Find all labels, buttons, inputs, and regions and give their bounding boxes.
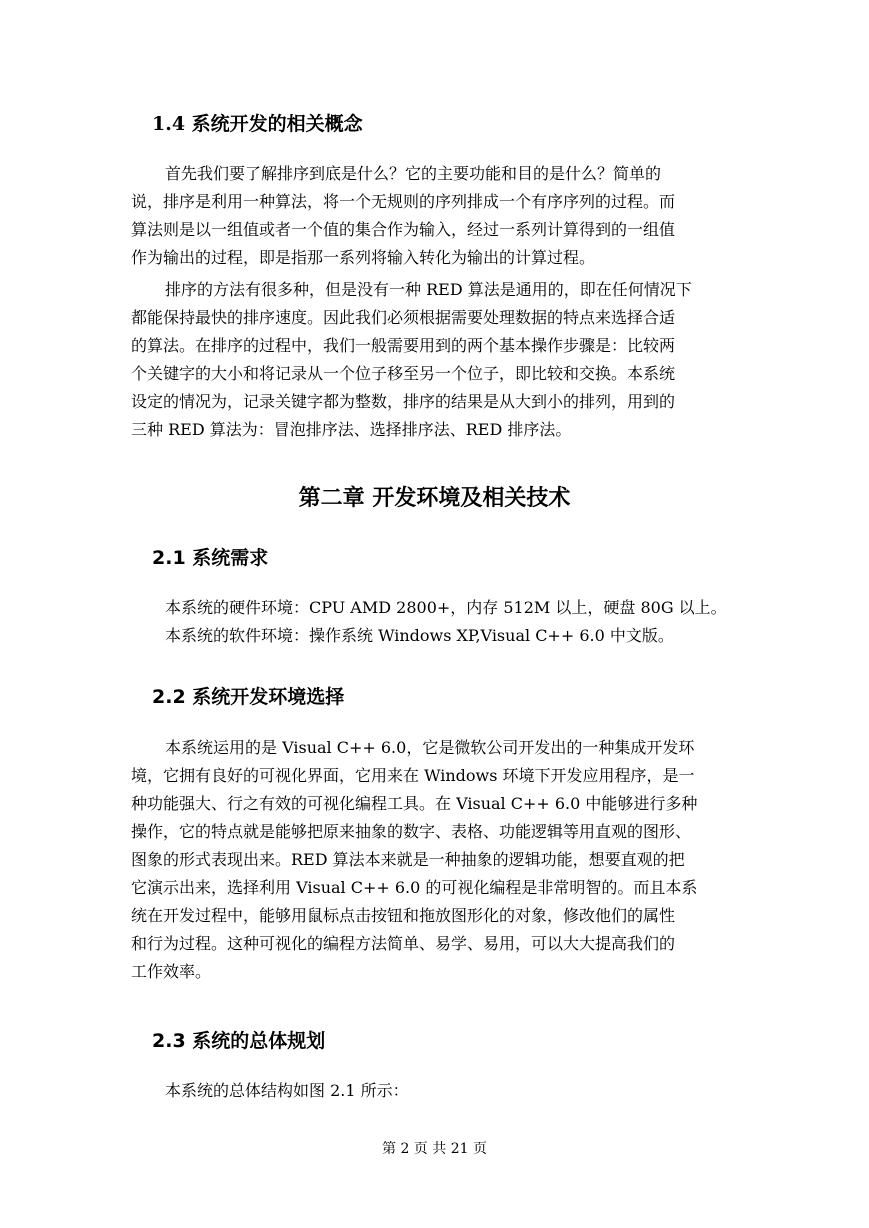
text-line: 图象的形式表现出来。RED 算法本来就是一种抽象的逻辑功能，想要直观的把 xyxy=(131,850,685,869)
text-line: 它演示出来，选择利用 Visual C++ 6.0 的可视化编程是非常明智的。而且本系 xyxy=(131,878,698,897)
chapter-title: 第二章 开发环境及相关技术 xyxy=(298,486,571,511)
paragraph-2-3-overview xyxy=(131,1077,731,1105)
text-line: 的算法。在排序的过程中，我们一般需要用到的两个基本操作步骤是：比较两 xyxy=(131,336,676,355)
text-line: 和行为过程。这种可视化的编程方法简单、易学、易用，可以大大提高我们的 xyxy=(131,934,676,953)
page-footer: 第 2 页 共 21 页 xyxy=(382,1141,487,1157)
section-heading-2-2: 2.2 系统开发环境选择 xyxy=(152,686,345,708)
paragraph-2-2-environment xyxy=(131,734,731,986)
paragraph-2-1-requirements xyxy=(131,594,731,650)
section-heading-2-3: 2.3 系统的总体规划 xyxy=(152,1030,326,1052)
text-line: 算法则是以一组值或者一个值的集合作为输入，经过一系列计算得到的一组值 xyxy=(131,220,676,239)
text-line: 种功能强大、行之有效的可视化编程工具。在 Visual C++ 6.0 中能够进行多种 xyxy=(131,794,698,813)
text-line: 个关键字的大小和将记录从一个位子移至另一个位子，即比较和交换。本系统 xyxy=(131,364,676,383)
text-line: 三种 RED 算法为：冒泡排序法、选择排序法、RED 排序法。 xyxy=(131,420,572,439)
text-line: 设定的情况为，记录关键字都为整数，排序的结果是从大到小的排列，用到的 xyxy=(131,392,676,411)
text-line: 首先我们要了解排序到底是什么？它的主要功能和目的是什么？简单的 xyxy=(165,164,662,183)
text-line: 境，它拥有良好的可视化界面，它用来在 Windows 环境下开发应用程序，是一 xyxy=(131,766,695,785)
text-line: 说，排序是利用一种算法，将一个无规则的序列排成一个有序序列的过程。而 xyxy=(131,192,676,211)
text-line: 本系统的软件环境：操作系统 Windows XP,Visual C++ 6.0 中文版。 xyxy=(165,626,674,645)
paragraph-1-4-methods xyxy=(131,276,731,444)
text-line: 本系统的总体结构如图 2.1 所示： xyxy=(165,1081,409,1100)
section-heading-2-1: 2.1 系统需求 xyxy=(152,547,269,569)
text-line: 排序的方法有很多种，但是没有一种 RED 算法是通用的，即在任何情况下 xyxy=(165,280,692,299)
text-line: 统在开发过程中，能够用鼠标点击按钮和拖放图形化的对象，修改他们的属性 xyxy=(131,906,676,925)
text-line: 本系统的硬件环境：CPU AMD 2800+，内存 512M 以上，硬盘 80G 以上。 xyxy=(165,598,727,617)
section-heading-1-4: 1.4 系统开发的相关概念 xyxy=(152,113,363,135)
text-line: 都能保持最快的排序速度。因此我们必须根据需要处理数据的特点来选择合适 xyxy=(131,308,676,327)
text-line: 本系统运用的是 Visual C++ 6.0，它是微软公司开发出的一种集成开发环 xyxy=(165,738,695,757)
text-line: 操作，它的特点就是能够把原来抽象的数字、表格、功能逻辑等用直观的图形、 xyxy=(131,822,692,841)
text-line: 作为输出的过程，即是指那一系列将输入转化为输出的计算过程。 xyxy=(131,248,596,267)
paragraph-1-4-intro xyxy=(131,160,731,272)
text-line: 工作效率。 xyxy=(131,962,212,981)
